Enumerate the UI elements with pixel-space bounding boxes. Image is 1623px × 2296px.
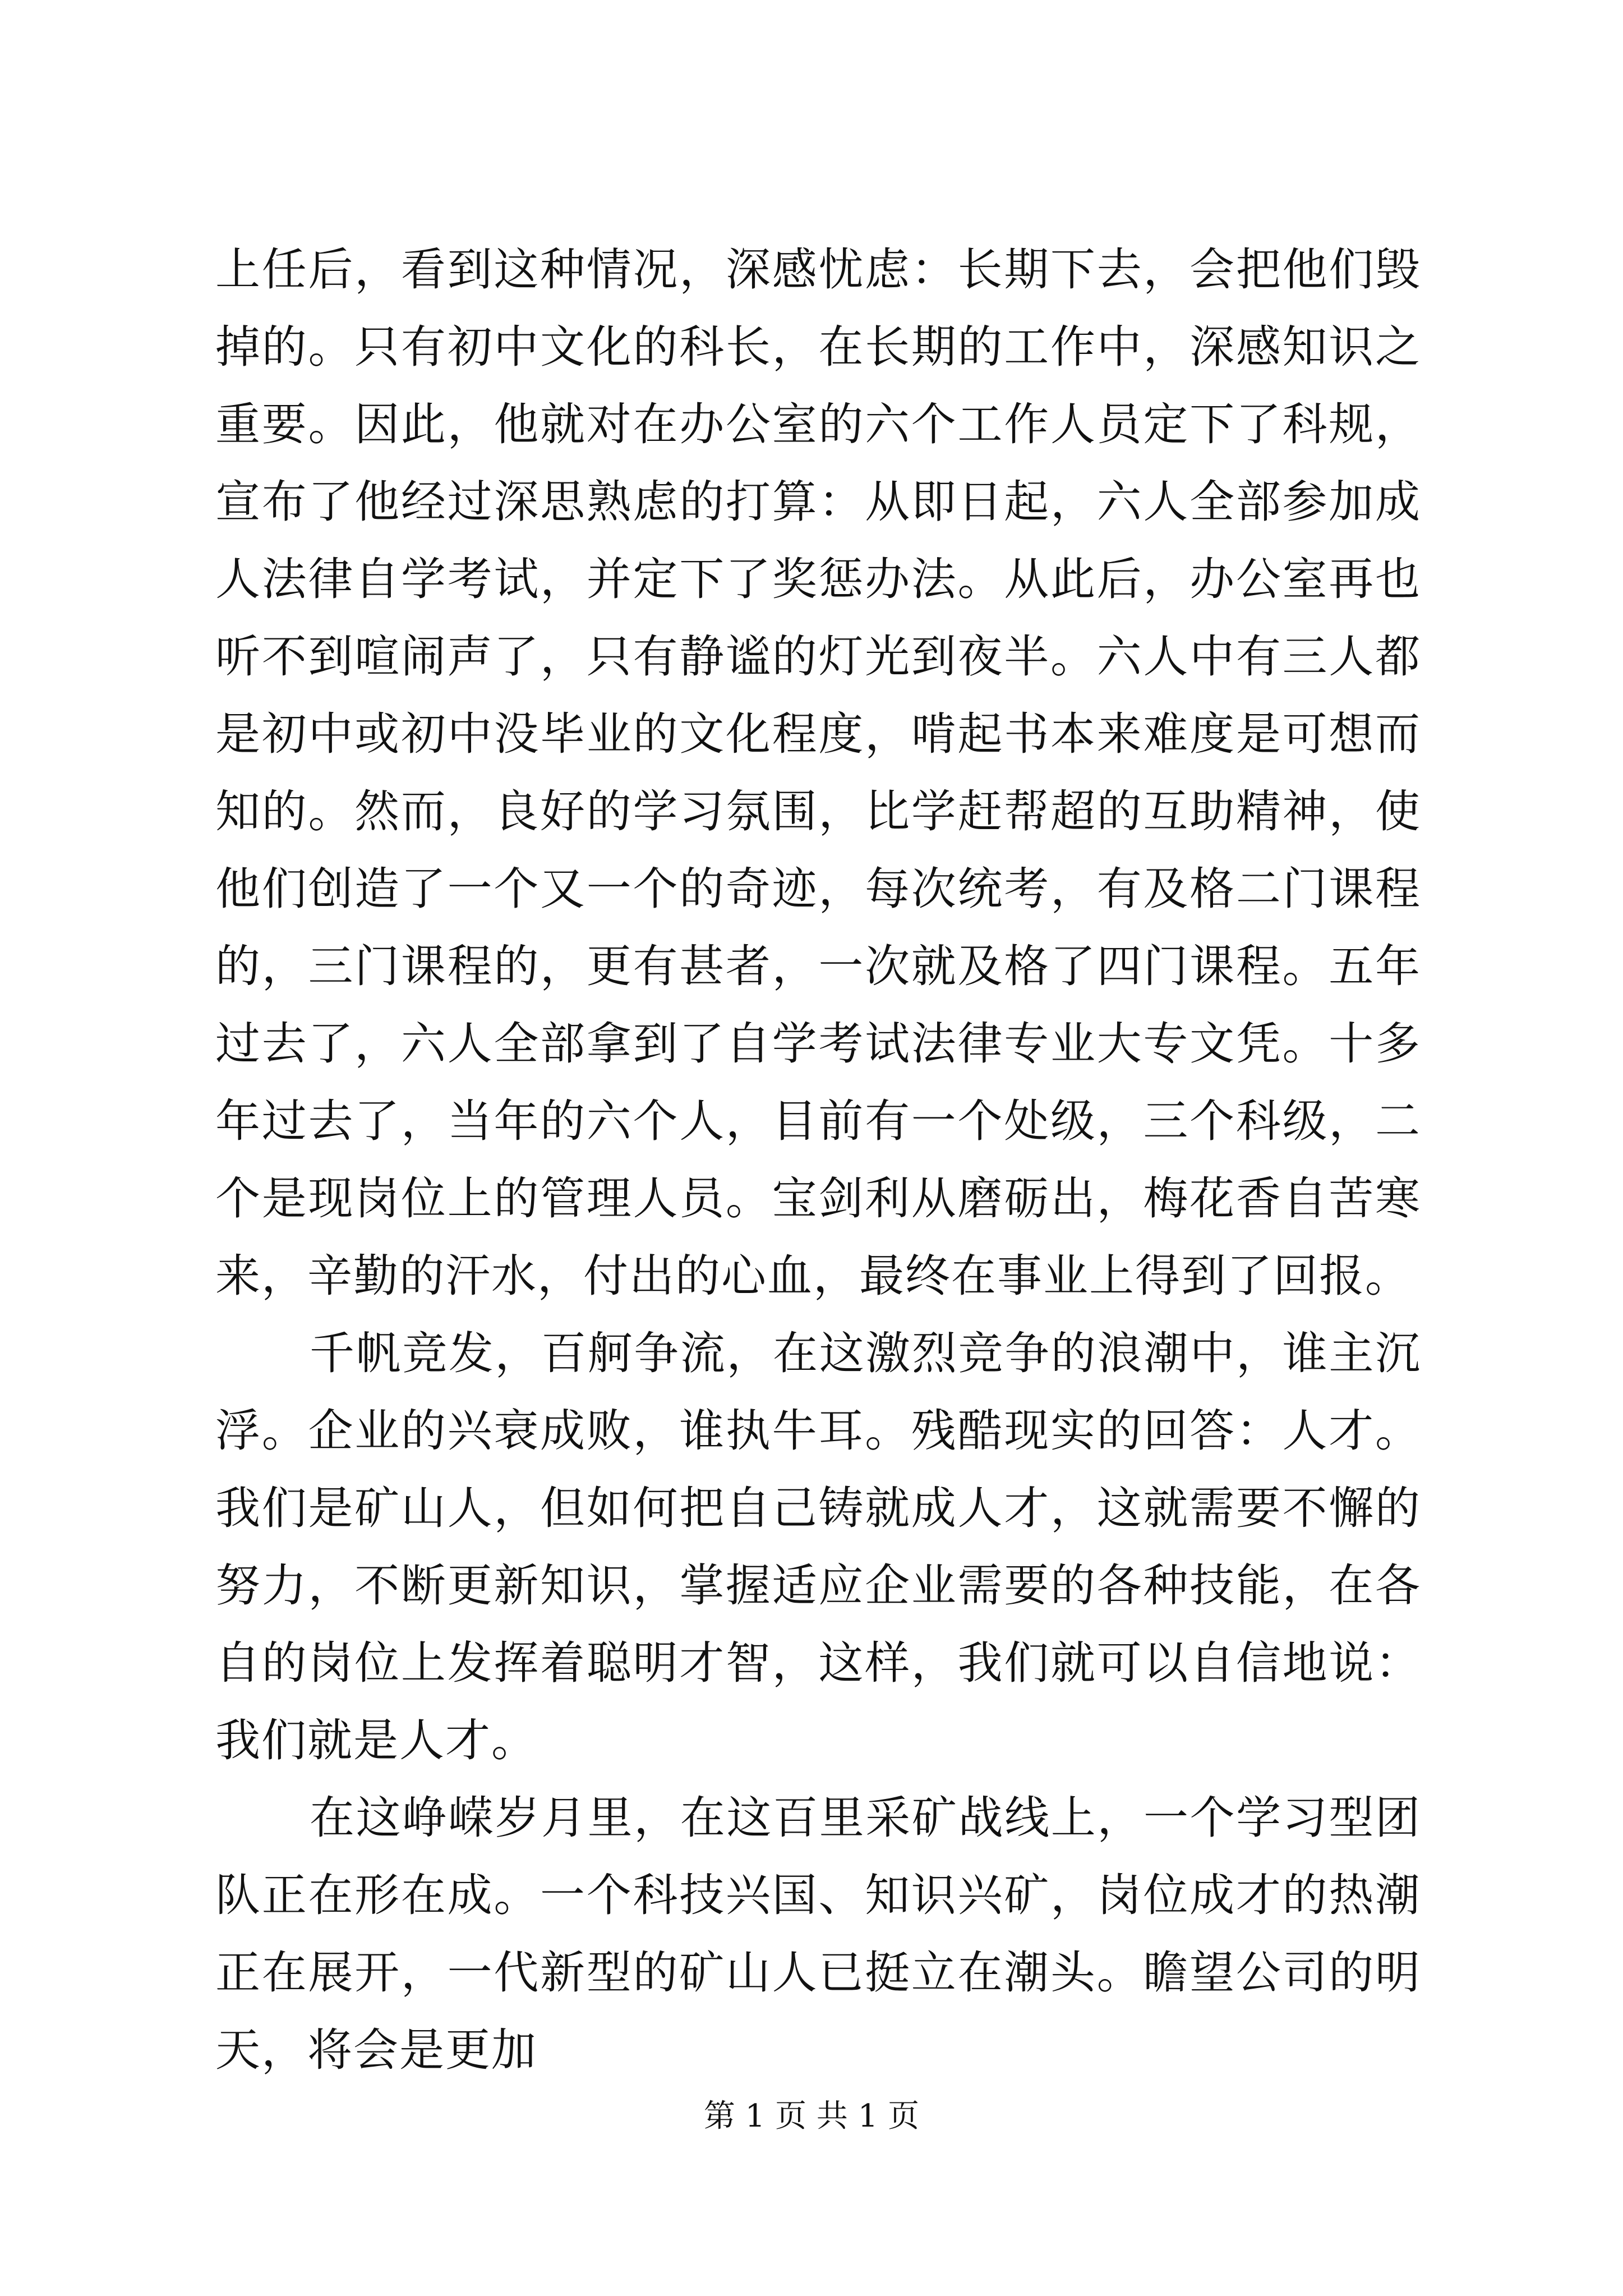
paragraph-1: 上任后，看到这种情况，深感忧虑：长期下去，会把他们毁掉的。只有初中文化的科长，在长期的工作中，深感知识之重要。因此，他就对在办公室的六个工作人员定下了科规，宣布了他经过深思熟虑的打算：从即日起，六人全部参加成人法律自学考试，并定下了奖惩办法。从此后，办公室再也听不到喧闹声了，只有静谧的灯光到夜半。六人中有三人都是初中或初中没毕业的文化程度，啃起书本来难度是可想而知的。然而，良好的学习氛围，比学赶帮超的互助精神，使他们创造了一个又一个的奇迹，每次统考，有及格二门课程的，三门课程的，更有甚者，一次就及格了四门课程。五年过去了，六人全部拿到了自学考试法律专业大专文凭。十多年过去了，当年的六个人，目前有一个处级，三个科级，二个是现岗位上的管理人员。宝剑利从磨砺出，梅花香自苦寒来，辛勤的汗水，付出的心血，最终在事业上得到了回报。: [215, 243, 1421, 1302]
page-footer: 第 1 页 共 1 页: [703, 2098, 920, 2134]
document-body: [215, 231, 1421, 2089]
paragraph-2: 千帆竞发，百舸争流，在这激烈竞争的浪潮中，谁主沉浮。企业的兴衰成败，谁执牛耳。残酷现实的回答：人才。我们是矿山人，但如何把自己铸就成人才，这就需要不懈的努力，不断更新知识，掌握适应企业需要的各种技能，在各自的岗位上发挥着聪明才智，这样，我们就可以自信地说：我们就是人才。: [215, 1327, 1421, 1766]
paragraph-3: 在这峥嵘岁月里，在这百里采矿战线上，一个学习型团队正在形在成。一个科技兴国、知识兴矿，岗位成才的热潮正在展开，一代新型的矿山人已挺立在潮头。瞻望公司的明天，将会是更加: [215, 1792, 1421, 2076]
